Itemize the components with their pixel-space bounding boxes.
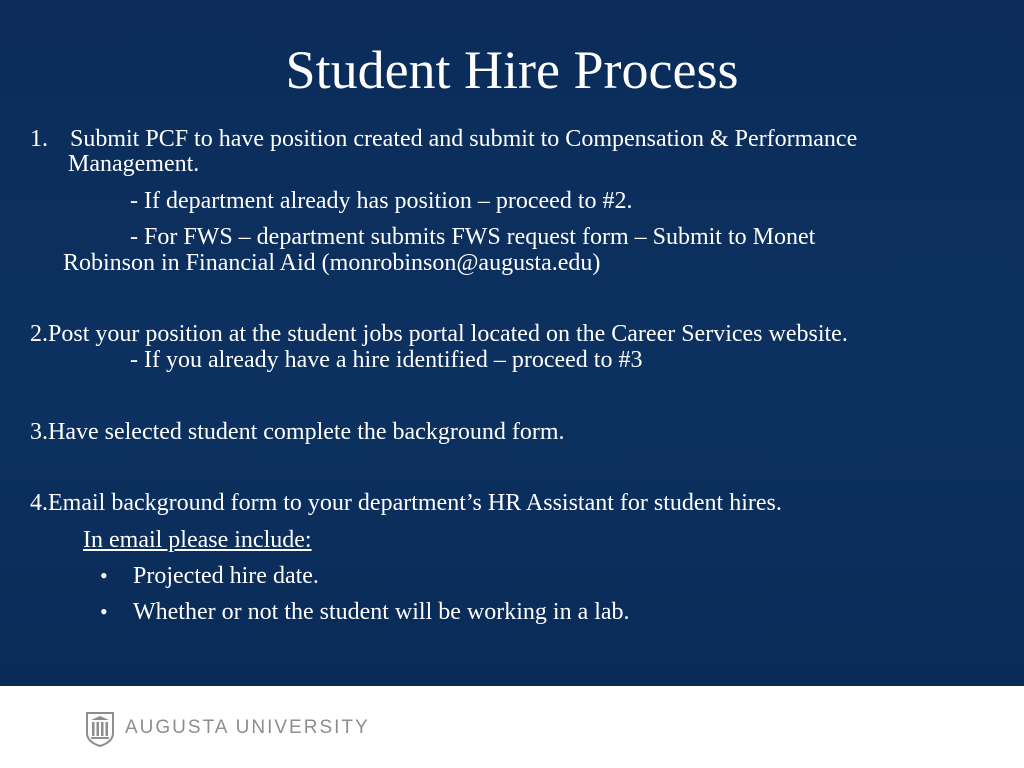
step1-number: 1. (30, 126, 48, 152)
footer (0, 686, 1024, 768)
step4-bullet-1: Projected hire date. (133, 563, 319, 589)
slide-title: Student Hire Process (285, 40, 739, 100)
step1-line1: Submit PCF to have position created and submit to Compensation & Performance (70, 126, 858, 152)
step4-include-label: In email please include: (83, 527, 312, 553)
step4-line1: 4.Email background form to your department’s HR Assistant for student hires. (30, 490, 782, 516)
step4-bullet-2: Whether or not the student will be working in a lab. (133, 599, 630, 625)
step2-sub1: - If you already have a hire identified – proceed to #3 (130, 347, 643, 373)
step3-line1: 3.Have selected student complete the background form. (30, 419, 565, 445)
step1-sub2-line2: Robinson in Financial Aid (monrobinson@augusta.edu) (63, 250, 601, 276)
step1-sub2-line1: - For FWS – department submits FWS request form – Submit to Monet (130, 224, 816, 250)
step1-line2: Management. (68, 151, 200, 177)
augusta-university-shield-icon (85, 711, 115, 747)
step1-sub1: - If department already has position – proceed to #2. (130, 188, 633, 214)
step2-line1: 2.Post your position at the student jobs portal located on the Career Services website. (30, 321, 848, 347)
bullet-dot-icon: • (100, 599, 108, 624)
bullet-dot-icon: • (100, 563, 108, 588)
university-wordmark: AUGUSTA UNIVERSITY (125, 717, 370, 738)
